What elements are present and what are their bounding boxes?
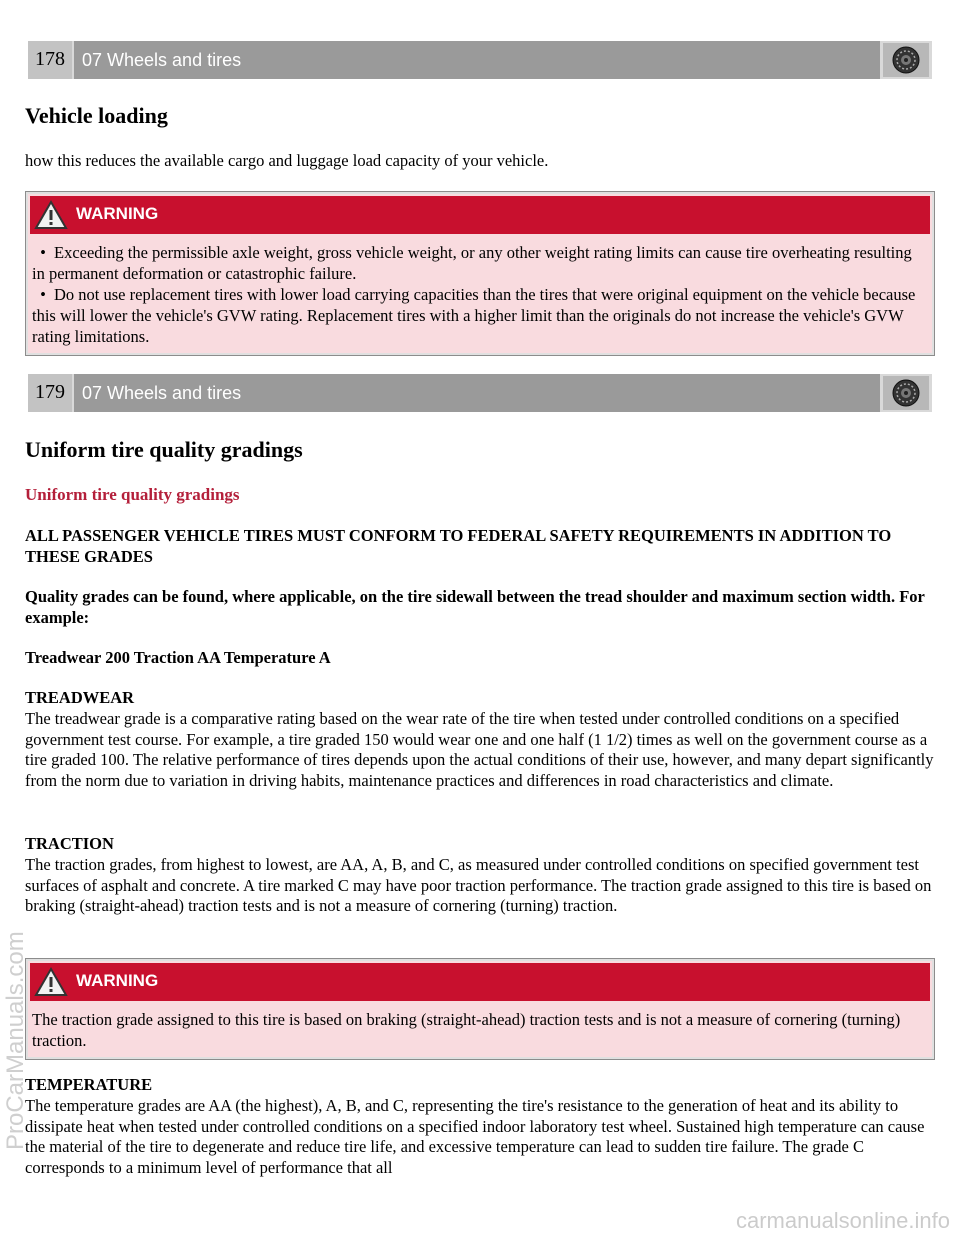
chapter-header [28, 374, 932, 412]
chapter-title: 07 Wheels and tires [74, 374, 880, 412]
tire-icon [883, 376, 929, 410]
chapter-title: 07 Wheels and tires [74, 41, 880, 79]
chapter-header [28, 41, 932, 79]
warning-header [30, 196, 930, 234]
traction-heading: TRACTION [25, 834, 114, 853]
treadwear-text: The treadwear grade is a comparative rating based on the wear rate of the tire when tested under controlled conditions on a specified government test course. For example, a tire graded 150 would wear one and one half (1 1/2) times as well on the government course as a tire graded 100. The relative performance of tires depends upon the actual conditions of their use, however, and many depart significantly from the norm due to variation in driving habits, maintenance practices and differences in road characteristics and climate. [25, 709, 934, 790]
treadwear-heading: TREADWEAR [25, 688, 135, 707]
warning-header [30, 963, 930, 1001]
bullet-icon: • [40, 285, 46, 304]
bullet-icon: • [40, 243, 46, 262]
section-title: Vehicle loading [25, 103, 168, 128]
page-number: 179 [28, 374, 72, 412]
warning-label: WARNING [76, 971, 159, 990]
example-text: Treadwear 200 Traction AA Temperature A [25, 648, 331, 667]
footer-watermark: carmanualsonline.info [735, 1208, 950, 1233]
warning-triangle-icon [34, 200, 68, 230]
warning-list [32, 242, 926, 347]
section-title: Uniform tire quality gradings [25, 437, 303, 462]
intro-text: how this reduces the available cargo and luggage load capacity of your vehicle. [25, 151, 549, 170]
notice-text: ALL PASSENGER VEHICLE TIRES MUST CONFORM TO FEDERAL SAFETY REQUIREMENTS IN ADDITION TO THESE GRADES [25, 526, 892, 566]
subtitle: Uniform tire quality gradings [25, 485, 240, 504]
warning-box [25, 958, 935, 1060]
side-watermark: ProCarManuals.com [2, 931, 29, 1150]
temperature-heading: TEMPERATURE [25, 1075, 153, 1094]
warning-body [26, 1001, 934, 1059]
quality-intro: Quality grades can be found, where applicable, on the tire sidewall between the tread shoulder and maximum section width. For example: [25, 587, 925, 627]
temperature-text: The temperature grades are AA (the highest), A, B, and C, representing the tire's resistance to the generation of heat and its ability to dissipate heat when tested under controlled conditions on a specified indoor laboratory test wheel. Sustained high temperature can cause the material of the tire to degenerate and reduce tire life, and excessive temperature can lead to sudden tire failure. The grade C corresponds to a minimum level of performance that all [25, 1096, 925, 1177]
page-number: 178 [28, 41, 72, 79]
traction-text: The traction grades, from highest to lowest, are AA, A, B, and C, as measured under controlled conditions on specified government test surfaces of asphalt and concrete. A tire marked C may have poor traction performance. The traction grade assigned to this tire is based on braking (straight-ahead) traction tests and is not a measure of cornering (turning) traction. [25, 855, 932, 915]
warning-item: • Exceeding the permissible axle weight, gross vehicle weight, or any other weight rating limits can cause tire overheating resulting in permanent deformation or catastrophic failure. [32, 243, 912, 283]
warning-item: • Do not use replacement tires with lower load carrying capacities than the tires that were original equipment on the vehicle because this will lower the vehicle's GVW rating. Replacement tires with a higher limit than the originals do not increase the vehicle's GVW rating limitations. [32, 285, 916, 346]
warning-text: The traction grade assigned to this tire is based on braking (straight-ahead) traction tests and is not a measure of cornering (turning) traction. [32, 1010, 901, 1050]
warning-box [25, 191, 935, 356]
tire-icon [883, 43, 929, 77]
warning-triangle-icon [34, 967, 68, 997]
warning-body [26, 234, 934, 355]
warning-label: WARNING [76, 204, 159, 223]
